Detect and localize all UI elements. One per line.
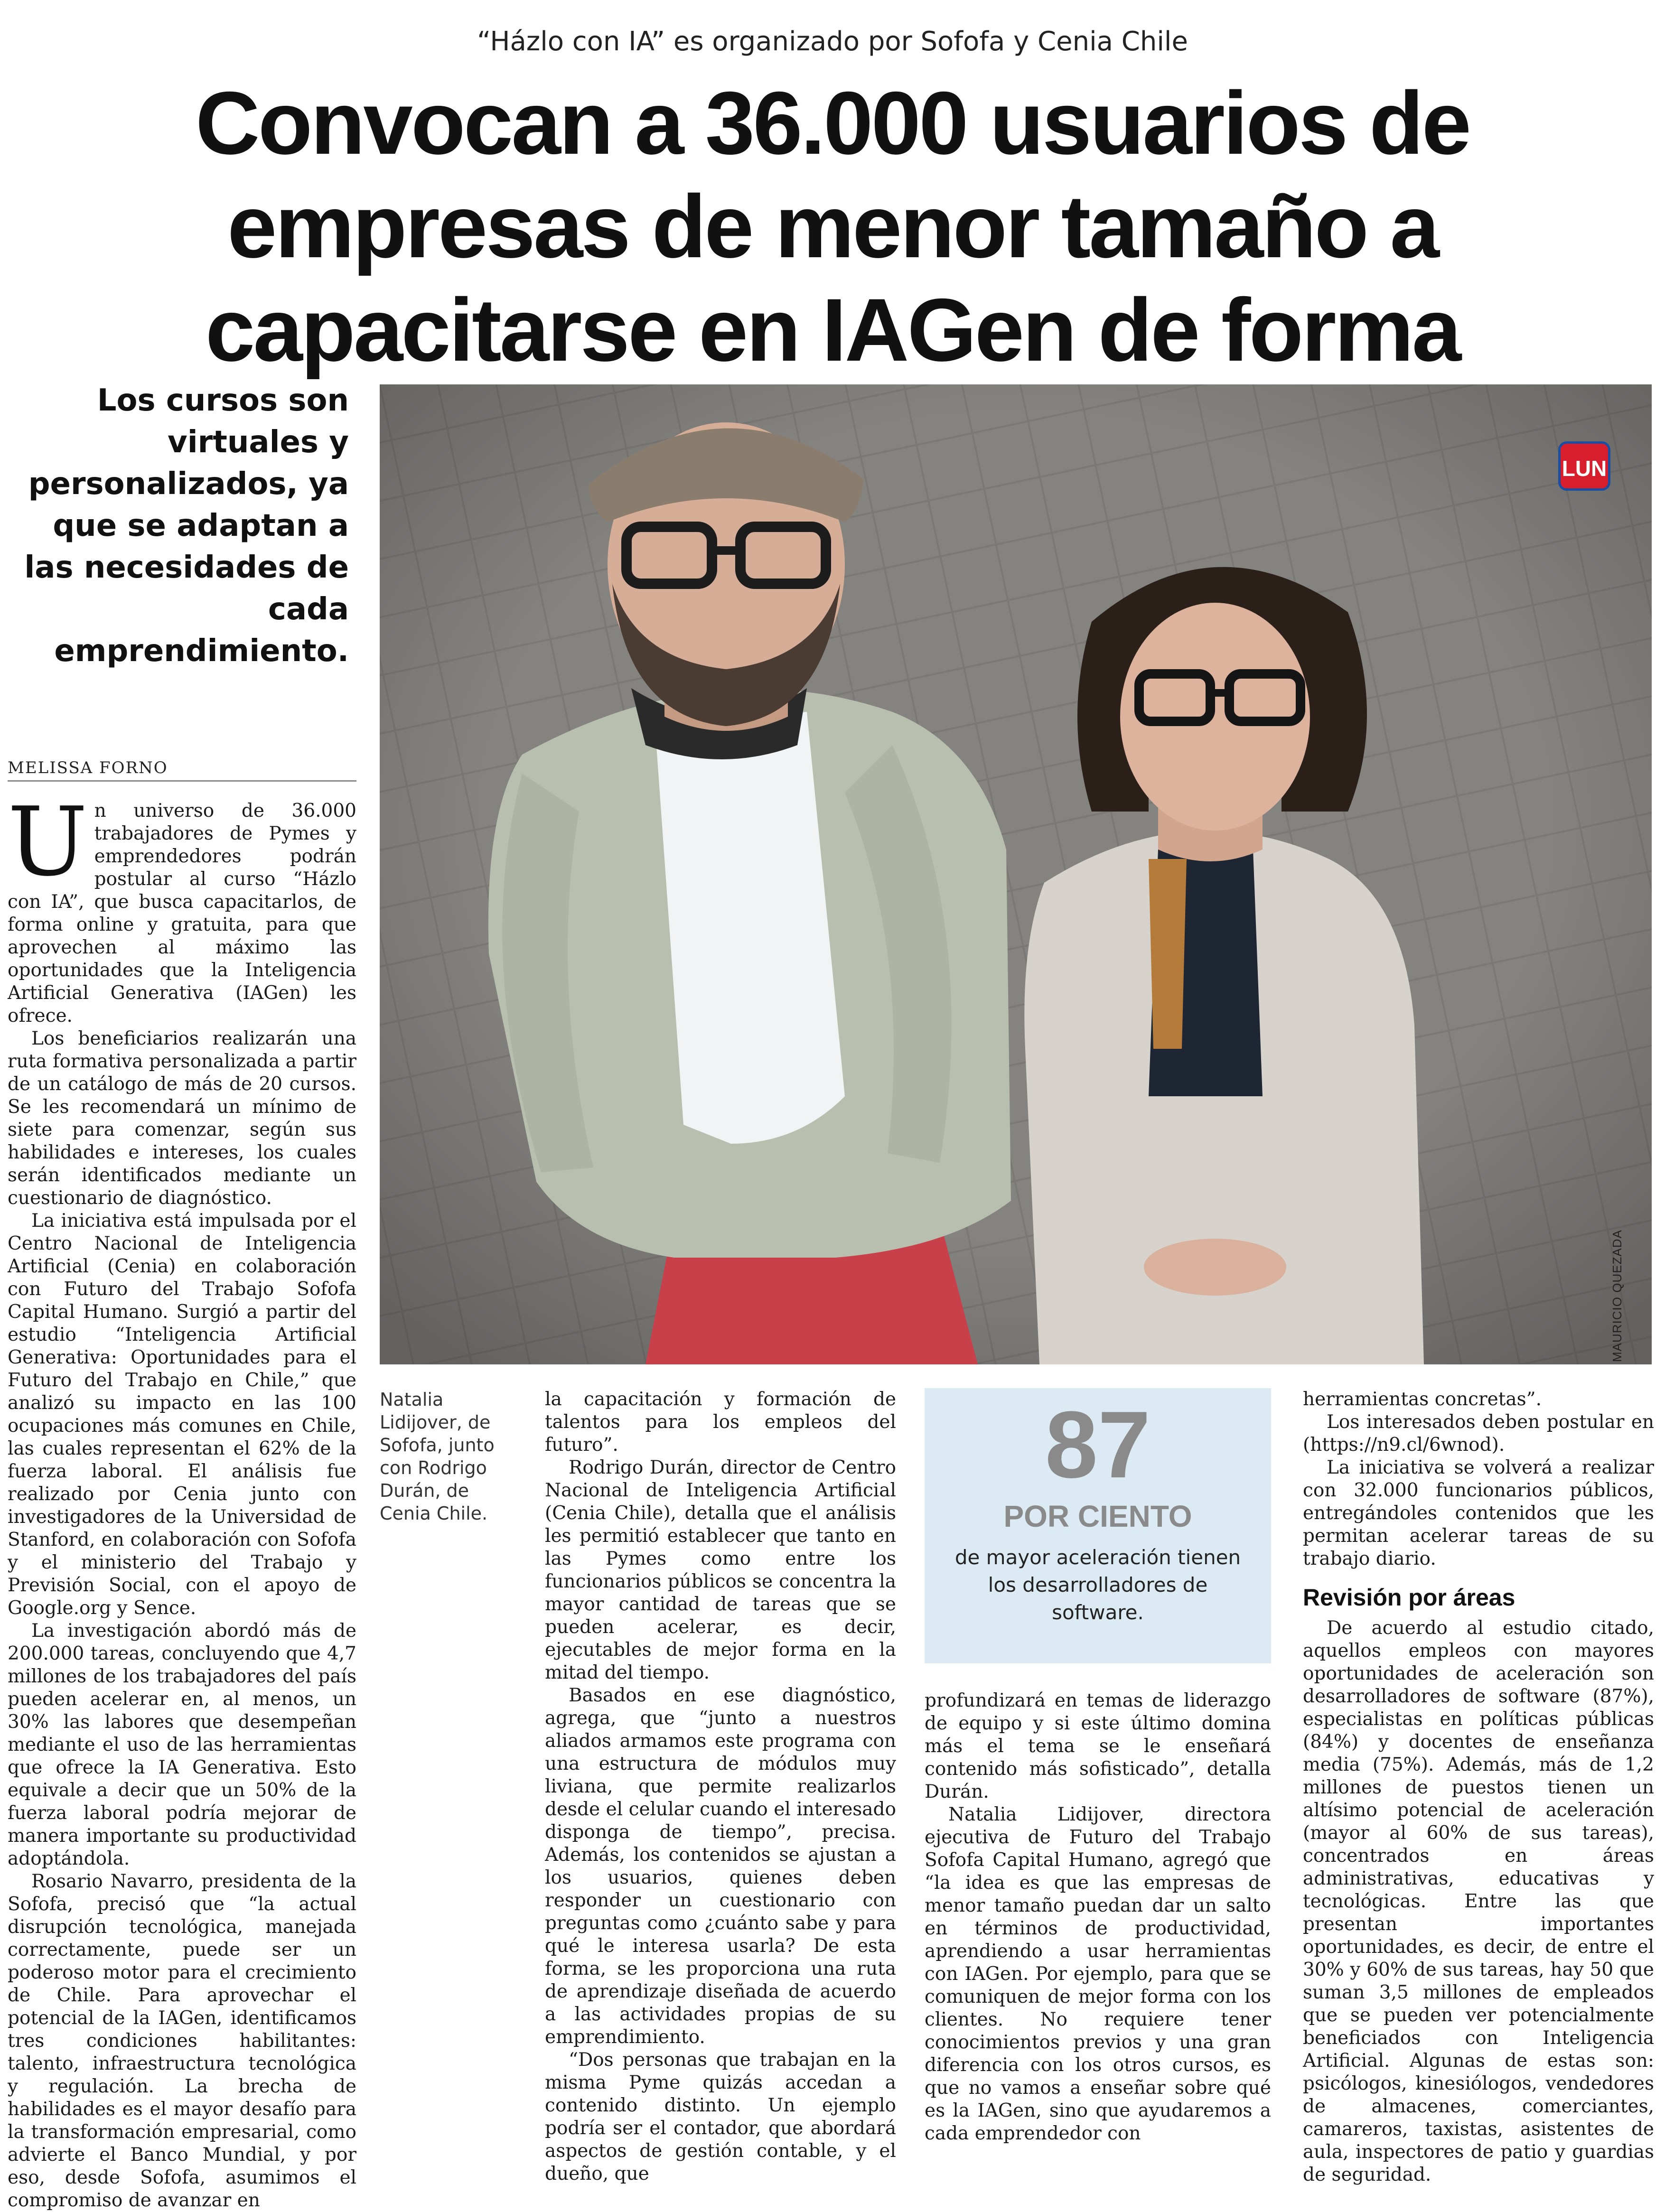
byline: MELISSA FORNO	[8, 758, 356, 782]
drop-cap: U	[8, 787, 88, 897]
lun-logo: LUN	[1558, 441, 1610, 491]
paragraph: La iniciativa está impulsada por el Centro Nacional de Inteligencia Artificial (Cenia) en colaboración con Futuro del Trabajo Sofofa Capital Humano. Surgió a partir del estudio “Inteligencia Artificial Generativa: Oportunidades para el Futuro del Trabajo en Chile,” que analizó su impacto en las 100 ocupaciones más comunes en Chile, las cuales representan el 62% de la fuerza laboral. El análisis fue realizado por Cenia junto con investigadores de la Universidad de Stanford, en colaboración con Sofofa y el ministerio del Trabajo y Previsión Social, con el apoyo de Google.org y Sence.	[8, 1210, 356, 1619]
stat-number: 87	[1045, 1392, 1151, 1498]
paragraph	[8, 787, 356, 1027]
stat-box	[925, 1388, 1271, 1663]
kicker: “Házlo con IA” es organizado por Sofofa y Cenia Chile	[477, 26, 1188, 57]
paragraph: “Dos personas que trabajan en la misma Pyme quizás accedan a contenido distinto. Un ejemplo podría ser el contador, que abordará aspectos de gestión contable, y el dueño, que	[545, 2049, 896, 2184]
article-column-4	[1303, 1388, 1654, 2186]
paragraph: Los interesados deben postular en (https://n9.cl/6wnod).	[1303, 1411, 1654, 1456]
paragraph: Basados en ese diagnóstico, agrega, que “junto a nuestros aliados armamos este programa con una estructura de módulos muy liviana, que permite realizarlos desde el celular cuando el interesado disponga de tiempo”, precisa. Además, los contenidos se ajustan a los usuarios, quienes deben responder un cuestionario con preguntas como ¿cuánto sabe y para qué le interesa usarla? De esta forma, se les proporciona una ruta de aprendizaje diseñada de acuerdo a las actividades propias de su emprendimiento.	[545, 1685, 896, 2048]
paragraph: profundizará en temas de liderazgo de equipo y si este último domina más el tema se le enseñará contenido más sofisticado”, detalla Durán.	[925, 1690, 1271, 1802]
paragraph: herramientas concretas”.	[1303, 1389, 1542, 1410]
photo-caption: Natalia Lidijover, de Sofofa, junto con Rodrigo Durán, de Cenia Chile.	[380, 1389, 495, 1524]
headline-line-2: empresas de menor tamaño a	[227, 177, 1438, 276]
article-column-3	[925, 1689, 1271, 2145]
article-column-2	[545, 1388, 896, 2185]
woman-figure	[1024, 567, 1424, 1364]
paragraph: la capacitación y formación de talentos para los empleos del futuro”.	[545, 1389, 896, 1456]
paragraph: La investigación abordó más de 200.000 tareas, concluyendo que 4,7 millones de los trabajadores del país pueden acelerar en, al menos, un 30% las labores que desempeñan mediante el uso de las herramientas que ofrece la IA Generativa. Esto equivale a decir que un 50% de la fuerza laboral podría mejorar de manera importante su productividad adoptándola.	[8, 1620, 356, 1869]
photo-illustration	[380, 384, 1652, 1364]
paragraph: Rodrigo Durán, director de Centro Nacional de Inteligencia Artificial (Cenia Chile), detalla que el análisis les permitió establecer que tanto en las Pymes como entre los funcionarios públicos se concentra la mayor cantidad de tareas que se pueden acelerar, es decir, ejecutables de mejor forma en la mitad del tiempo.	[545, 1457, 896, 1683]
article-column-1	[8, 787, 356, 2212]
headline-line-1: Convocan a 36.000 usuarios de	[195, 73, 1470, 173]
stat-text: de mayor aceleración tienen los desarrolladores de software.	[954, 1546, 1241, 1624]
photo-credit: MAURICIO QUEZADA	[1610, 1230, 1624, 1362]
paragraph: Rosario Navarro, presidenta de la Sofofa, precisó que “la actual disrupción tecnológica, manejada correctamente, puede ser un poderoso motor para el crecimiento de Chile. Para aprovechar el potencial de la IAGen, identificamos tres condiciones habilitantes: talento, infraestructura tecnológica y regulación. La brecha de habilidades es el mayor desafío para la transformación empresarial, como advierte el Banco Mundial, y por eso, desde Sofofa, asumimos el compromiso de avanzar en	[8, 1871, 356, 2211]
paragraph-text: n universo de 36.000 trabajadores de Pymes y emprendedores podrán postular al curso “Házlo con IA”, que busca capacitarlos, de forma online y gratuita, para que aprovechen al máximo las oportunidades que la Inteligencia Artificial Generativa (IAGen) les ofrece.	[8, 800, 356, 1027]
stat-unit: POR CIENTO	[1003, 1499, 1192, 1533]
subheadline: Los cursos son virtuales y personalizados, ya que se adaptan a las necesidades de cada emprendimiento.	[24, 383, 349, 669]
paragraph: Los beneficiarios realizarán una ruta formativa personalizada a partir de un catálogo de más de 20 cursos. Se les recomendará un mínimo de siete para comenzar, según sus habilidades e intereses, los cuales serán identificados mediante un cuestionario de diagnóstico.	[8, 1028, 356, 1209]
paragraph: La iniciativa se volverá a realizar con 32.000 funcionarios públicos, entregándoles contenidos que les permitan acelerar tareas de su trabajo diario.	[1303, 1457, 1654, 1569]
article-photo	[380, 384, 1652, 1364]
headline-line-3: capacitarse en IAGen de forma	[205, 280, 1460, 380]
paragraph: De acuerdo al estudio citado, aquellos empleos con mayores oportunidades de aceleración son desarrolladores de software (87%), especialistas en políticas públicas (84%) y docentes de enseñanza media (75%). Además, más de 1,2 millones de puestos tienen un altísimo potencial de aceleración (mayor al 60% de sus tareas), concentrados en áreas administrativas, educativas y tecnológicas. Entre las que presentan importantes oportunidades, es decir, de entre el 30% y 60% de sus tareas, hay 50 que suman 3,5 millones de empleados que se pueden ver potencialmente beneficiados con Inteligencia Artificial. Algunas de estas son: psicólogos, kinesiólogos, vendedores de almacenes, comerciantes, camareros, taxistas, asistentes de aula, inspectores de patio y guardias de seguridad.	[1303, 1617, 1654, 2185]
paragraph: Natalia Lidijover, directora ejecutiva de Futuro del Trabajo Sofofa Capital Humano, agregó que “la idea es que las empresas de menor tamaño puedan dar un salto en términos de productividad, aprendiendo a usar herramientas con IAGen. Por ejemplo, para que se comuniquen de mejor forma con los clientes. No requiere tener conocimientos previos y una gran diferencia con los otros cursos, es que no vamos a enseñar sobre qué es la IAGen, sino que ayudaremos a cada emprendedor con	[925, 1804, 1271, 2144]
section-heading: Revisión por áreas	[1303, 1584, 1515, 1611]
